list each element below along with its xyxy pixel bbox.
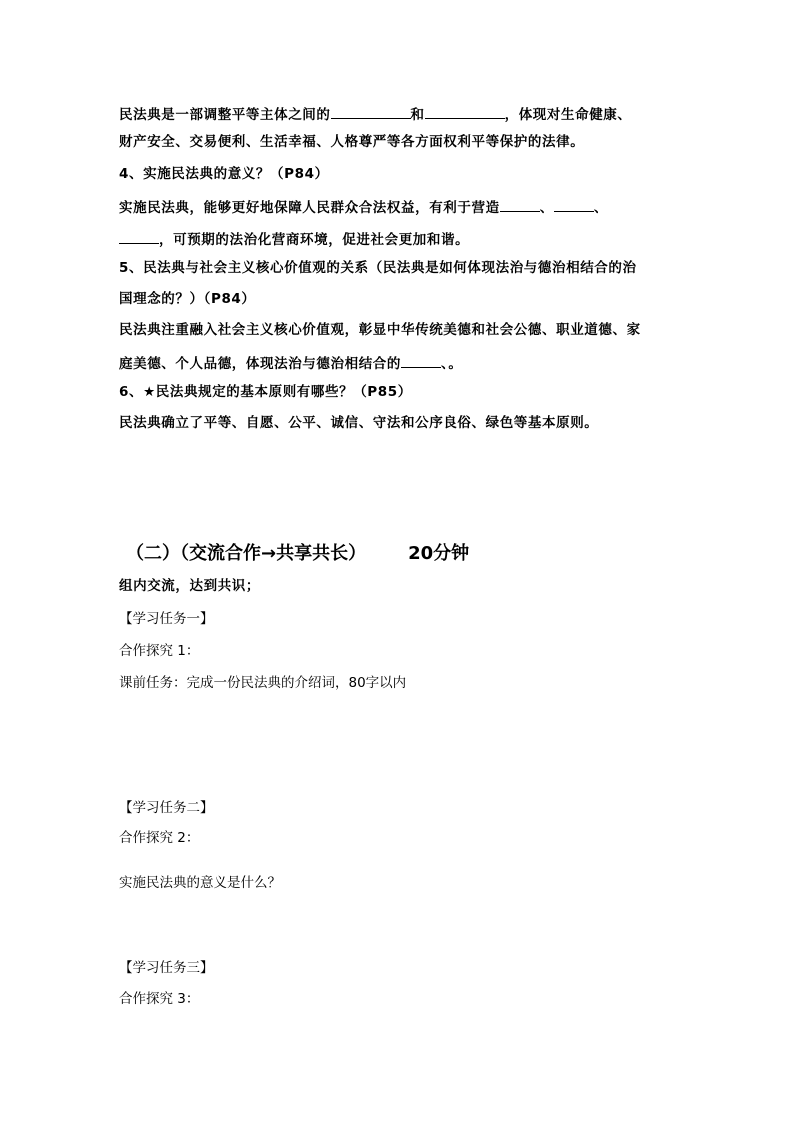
fill-blank[interactable] [331,106,411,119]
answer-4-line2: ，可预期的法治化营商环境，促进社会更加和谐。 [119,231,469,248]
question-4: 4、实施民法典的意义？（P84） [119,166,329,182]
section-heading: （二）（交流合作→共享共长） 20分钟 [126,543,470,564]
answer-5-line2: 庭美德、个人品德，体现法治与德治相结合的 、。 [119,356,463,372]
task-3-explore: 合作探究 3： [119,991,200,1007]
question-5-line2: 国理念的？）（P84） [119,291,256,307]
time-label: 20分钟 [408,543,470,564]
paragraph-definition-line2: 财产安全、交易便利、生活幸福、人格尊严等各方面权利平等保护的法律。 [119,134,585,150]
fill-blank[interactable] [425,106,505,119]
task-1-title: 【学习任务一】 [119,611,214,627]
answer-4-line1: 实施民法典，能够更好地保障人民群众合法权益，有利于营造 、 、 [119,200,608,216]
task-1-explore: 合作探究 1： [119,643,200,659]
task-3-title: 【学习任务三】 [119,960,214,976]
question-5-line1: 5、民法典与社会主义核心价值观的关系（民法典是如何体现法治与德治相结合的治 [119,260,637,276]
section-intro: 组内交流，达到共识； [119,578,260,594]
fill-blank[interactable] [554,199,594,212]
fill-blank[interactable] [401,355,441,368]
task-1-text: 课前任务：完成一份民法典的介绍词，80字以内 [119,675,407,691]
task-2-explore: 合作探究 2： [119,830,200,846]
task-2-text: 实施民法典的意义是什么？ [119,875,281,891]
paragraph-definition-line1: 民法典是一部调整平等主体之间的 和 ，体现对生命健康、 [119,107,632,123]
task-2-title: 【学习任务二】 [119,800,214,816]
question-6: 6、★民法典规定的基本原则有哪些？（P85） [119,384,412,400]
fill-blank[interactable] [119,231,159,244]
answer-5-line1: 民法典注重融入社会主义核心价值观，彰显中华传统美德和社会公德、职业道德、家 [119,322,641,338]
fill-blank[interactable] [500,199,540,212]
answer-6: 民法典确立了平等、自愿、公平、诚信、守法和公序良俗、绿色等基本原则。 [119,415,599,431]
